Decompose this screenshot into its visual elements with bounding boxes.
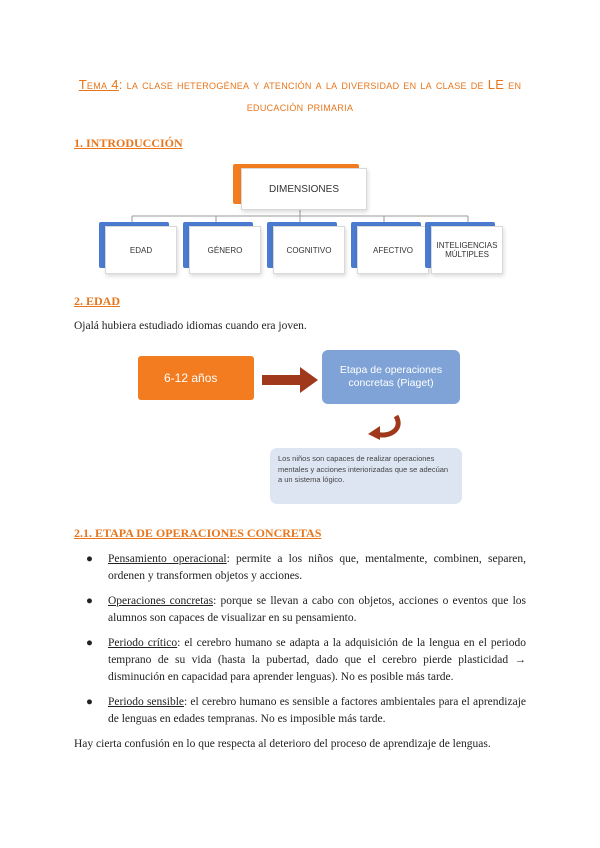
list-item <box>86 593 526 627</box>
item-text: : el cerebro humano se adapta a la adquisición de la lengua en el periodo temprano de su vida (hasta la pubertad, dado que el cerebro pierde plasticidad → disminución en capacidad para aprender lenguas). No es posible más tarde. <box>108 637 526 683</box>
section-heading-operaciones: 2.1. ETAPA DE OPERACIONES CONCRETAS <box>74 526 322 540</box>
child-node-afectivo: AFECTIVO <box>357 226 429 274</box>
list-item <box>86 551 526 585</box>
item-text: : permite a los niños que, mentalmente, combinen, separen, ordenen y transformen objetos y acciones. <box>108 553 527 582</box>
title-line1: : la clase heterogénea y atención a la diversidad en la clase de LE en <box>118 77 522 92</box>
child-node-edad: EDAD <box>105 226 177 274</box>
child-node-genero: GÉNERO <box>189 226 261 274</box>
age-box: 6-12 años <box>138 356 254 400</box>
child-node-inteligencias: INTELIGENCIAS MÚLTIPLES <box>431 226 503 274</box>
item-term: Pensamiento operacional <box>108 553 227 565</box>
list-item <box>86 694 526 728</box>
item-text: : el cerebro humano es sensible a factores ambientales para el aprendizaje de lenguas en edades tempranas. No es imposible más tarde. <box>108 696 526 725</box>
edad-paragraph: Ojalá hubiera estudiado idiomas cuando era joven. <box>74 320 307 332</box>
section-heading-edad: 2. EDAD <box>74 294 121 308</box>
closing-paragraph: Hay cierta confusión en lo que respecta al deterioro del proceso de aprendizaje de lenguas. <box>74 738 491 750</box>
curved-arrow-icon <box>364 412 404 442</box>
age-stage-diagram <box>138 350 468 510</box>
list-item <box>86 635 526 686</box>
bullet-icon: ● <box>86 696 93 708</box>
title-line2: educación primaria <box>246 99 354 114</box>
document-title <box>0 74 600 118</box>
item-text: : porque se llevan a cabo con objetos, acciones o eventos que los alumnos son capaces de visualizar en su pensamiento. <box>108 595 527 624</box>
root-node-dimensiones: DIMENSIONES <box>241 168 367 210</box>
concepts-list <box>86 551 526 736</box>
item-term: Operaciones concretas <box>108 595 214 607</box>
title-prefix: Tema 4 <box>78 77 119 92</box>
stage-box: Etapa de operaciones concretas (Piaget) <box>322 350 460 404</box>
item-term: Periodo sensible <box>108 696 184 708</box>
bullet-icon: ● <box>86 637 93 649</box>
note-box: Los niños son capaces de realizar operaciones mentales y acciones interiorizadas que se adecúan a un sistema lógico. <box>270 448 462 504</box>
section-heading-introduccion: 1. INTRODUCCIÓN <box>74 136 183 150</box>
child-node-cognitivo: COGNITIVO <box>273 226 345 274</box>
item-term: Periodo crítico <box>108 637 178 649</box>
dimensions-diagram <box>95 160 505 278</box>
right-arrow-icon <box>262 365 322 395</box>
bullet-icon: ● <box>86 553 93 565</box>
bullet-icon: ● <box>86 595 93 607</box>
